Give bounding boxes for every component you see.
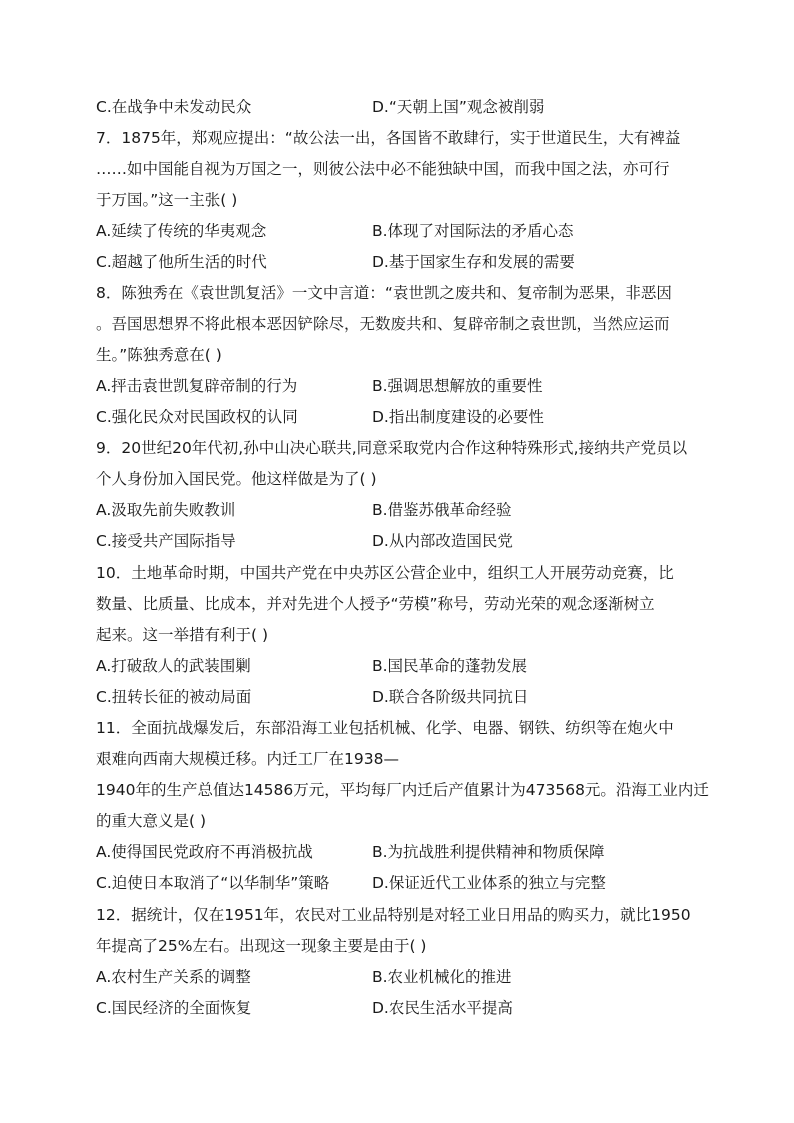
q7-option-b: B.体现了对国际法的矛盾心态 xyxy=(372,222,574,240)
q8-option-d: D.指出制度建设的必要性 xyxy=(372,408,544,426)
q8-stem-line-3: 生。”陈独秀意在( ) xyxy=(96,346,222,364)
q10-option-c: C.扭转长征的被动局面 xyxy=(96,688,252,706)
q12-option-b: B.农业机械化的推进 xyxy=(372,968,512,986)
q11-stem-line-1: 11．全面抗战爆发后，东部沿海工业包括机械、化学、电器、钢铁、纺织等在炮火中 xyxy=(96,719,674,737)
q10-option-a: A.打破敌人的武装围剿 xyxy=(96,657,251,675)
q11-option-d: D.保证近代工业体系的独立与完整 xyxy=(372,874,606,892)
q7-stem-line-1: 7．1875年，郑观应提出：“故公法一出，各国皆不敢肆行，实于世道民生，大有裨益 xyxy=(96,129,681,147)
q8-option-c: C.强化民众对民国政权的认同 xyxy=(96,408,298,426)
q12-option-a: A.农村生产关系的调整 xyxy=(96,968,251,986)
q9-option-c: C.接受共产国际指导 xyxy=(96,532,236,550)
q8-option-a: A.抨击袁世凯复辟帝制的行为 xyxy=(96,377,298,395)
q11-option-c: C.迫使日本取消了“以华制华”策略 xyxy=(96,874,330,892)
q8-stem-line-1: 8．陈独秀在《袁世凯复活》一文中言道：“袁世凯之废共和、复帝制为恶果，非恶因 xyxy=(96,284,672,302)
q11-stem-line-2: 艰难向西南大规模迁移。内迁工厂在1938— xyxy=(96,750,399,768)
q10-option-b: B.国民革命的蓬勃发展 xyxy=(372,657,528,675)
q12-option-d: D.农民生活水平提高 xyxy=(372,999,513,1017)
q10-stem-line-2: 数量、比质量、比成本，并对先进个人授予“劳模”称号，劳动光荣的观念逐渐树立 xyxy=(96,595,655,613)
q11-stem-line-4: 的重大意义是( ) xyxy=(96,812,207,830)
q11-option-a: A.使得国民党政府不再消极抗战 xyxy=(96,843,313,861)
q7-option-c: C.超越了他所生活的时代 xyxy=(96,253,267,271)
q7-option-d: D.基于国家生存和发展的需要 xyxy=(372,253,575,271)
q9-option-b: B.借鉴苏俄革命经验 xyxy=(372,501,512,519)
q9-stem-line-1: 9．20世纪20年代初,孙中山决心联共,同意采取党内合作这种特殊形式,接纳共产党员以 xyxy=(96,439,688,457)
q10-stem-line-1: 10．土地革命时期，中国共产党在中央苏区公营企业中，组织工人开展劳动竞赛，比 xyxy=(96,564,674,582)
q8-stem-line-2: 。吾国思想界不将此根本恶因铲除尽，无数废共和、复辟帝制之袁世凯，当然应运而 xyxy=(96,315,670,333)
q10-option-d: D.联合各阶级共同抗日 xyxy=(372,688,529,706)
q9-stem-line-2: 个人身份加入国民党。他这样做是为了( ) xyxy=(96,470,377,488)
q9-option-a: A.汲取先前失败教训 xyxy=(96,501,236,519)
q7-stem-line-2: ……如中国能自视为万国之一，则彼公法中必不能独缺中国，而我中国之法，亦可行 xyxy=(96,160,670,178)
q12-stem-line-1: 12．据统计，仅在1951年，农民对工业品特别是对轻工业日用品的购买力，就比1950 xyxy=(96,906,691,924)
q11-option-b: B.为抗战胜利提供精神和物质保障 xyxy=(372,843,605,861)
q6-option-d: D.“天朝上国”观念被削弱 xyxy=(372,98,545,116)
q8-option-b: B.强调思想解放的重要性 xyxy=(372,377,543,395)
q9-option-d: D.从内部改造国民党 xyxy=(372,532,513,550)
q12-stem-line-2: 年提高了25%左右。出现这一现象主要是由于( ) xyxy=(96,937,427,955)
q12-option-c: C.国民经济的全面恢复 xyxy=(96,999,252,1017)
q7-stem-line-3: 于万国。”这一主张( ) xyxy=(96,191,238,209)
q7-option-a: A.延续了传统的华夷观念 xyxy=(96,222,267,240)
q6-option-c: C.在战争中未发动民众 xyxy=(96,98,252,116)
q11-stem-line-3: 1940年的生产总值达14586万元，平均每厂内迁后产值累计为473568元。沿海工业内迁 xyxy=(96,781,709,799)
q10-stem-line-3: 起来。这一举措有利于( ) xyxy=(96,626,269,644)
